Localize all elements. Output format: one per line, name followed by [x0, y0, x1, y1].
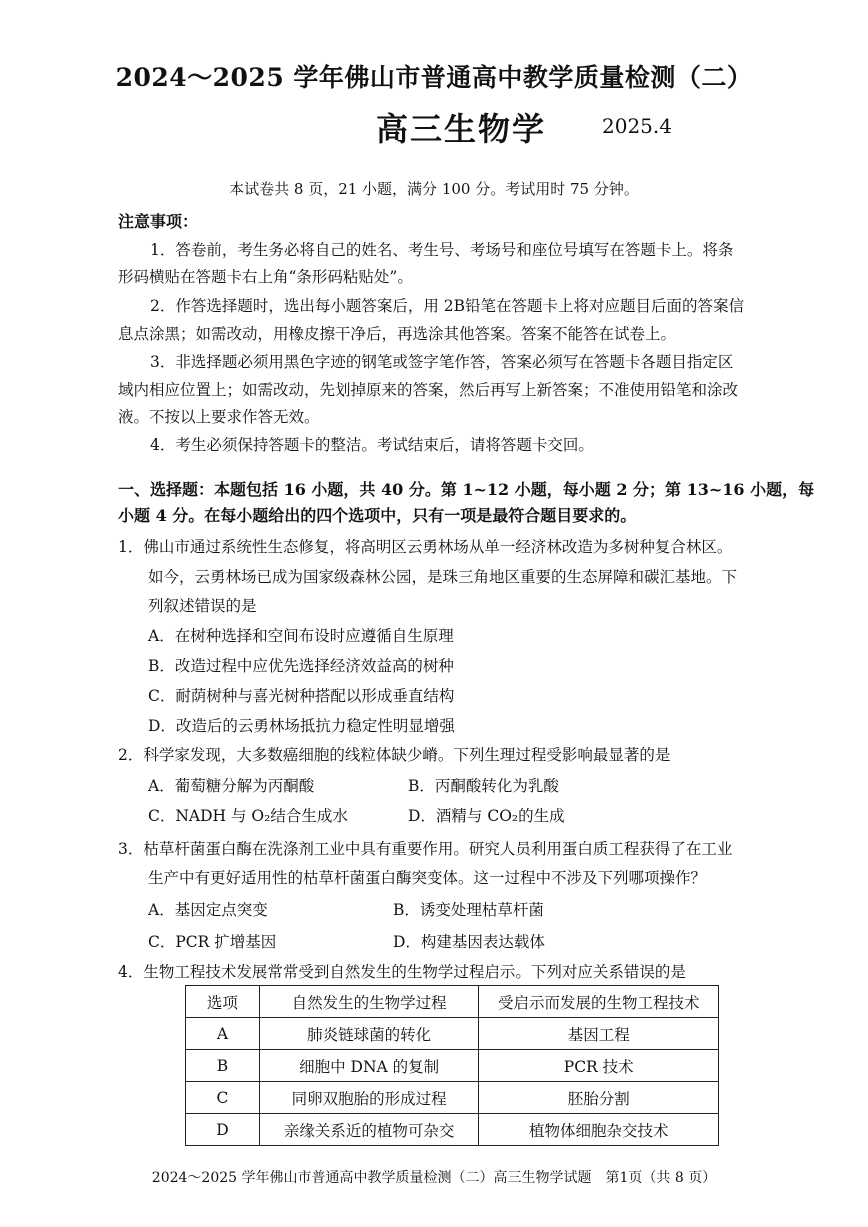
note-line: 息点涂黑；如需改动，用橡皮擦干净后，再选涂其他答案。答案不能答在试卷上。 — [118, 325, 677, 343]
option-c: C．PCR 扩增基因 — [148, 933, 277, 951]
section-heading: 小题 4 分。在每小题给出的四个选项中，只有一项是最符合题目要求的。 — [118, 506, 637, 525]
table-header-cell: 受启示而发展的生物工程技术 — [479, 986, 719, 1018]
note-line: 4．考生必须保持答题卡的整洁。考试结束后，请将答题卡交回。 — [150, 436, 594, 454]
table-cell: D — [186, 1114, 260, 1146]
option-d: D．酒精与 CO₂的生成 — [408, 807, 565, 825]
section-heading: 一、选择题：本题包括 16 小题，共 40 分。第 1~12 小题，每小题 2 分；第 13~16 小题，每 — [118, 480, 815, 499]
option-a: A．基因定点突变 — [148, 901, 268, 919]
note-line: 域内相应位置上；如需改动，先划掉原来的答案，然后再写上新答案；不准使用铅笔和涂改 — [118, 381, 739, 399]
table-header-row — [186, 986, 719, 1018]
notes-heading: 注意事项： — [118, 212, 199, 231]
table-cell: 亲缘关系近的植物可杂交 — [259, 1114, 479, 1146]
question-stem: 3．枯草杆菌蛋白酶在洗涤剂工业中具有重要作用。研究人员利用蛋白质工程获得了在工业 — [118, 840, 733, 858]
option-d: D．改造后的云勇林场抵抗力稳定性明显增强 — [148, 717, 455, 735]
page-footer: 2024～2025 学年佛山市普通高中教学质量检测（二）高三生物学试题 第1页（共 8 页） — [151, 1170, 717, 1186]
option-b: B．丙酮酸转化为乳酸 — [408, 777, 559, 795]
option-a: A．在树种选择和空间布设时应遵循自生原理 — [148, 627, 454, 645]
question-stem: 1．佛山市通过系统性生态修复，将高明区云勇林场从单一经济林改造为多树种复合林区。 — [118, 538, 733, 556]
question-stem: 4．生物工程技术发展常常受到自然发生的生物学过程启示。下列对应关系错误的是 — [118, 963, 686, 981]
table-cell: 基因工程 — [479, 1018, 719, 1050]
note-line: 2．作答选择题时，选出每小题答案后，用 2B铅笔在答题卡上将对应题目后面的答案信 — [150, 297, 745, 315]
table-cell: 肺炎链球菌的转化 — [259, 1018, 479, 1050]
note-line: 1．答卷前，考生务必将自己的姓名、考生号、考场号和座位号填写在答题卡上。将条 — [150, 241, 734, 259]
table-cell: A — [186, 1018, 260, 1050]
table-cell: 胚胎分割 — [479, 1082, 719, 1114]
option-c: C．耐荫树种与喜光树种搭配以形成垂直结构 — [148, 687, 455, 705]
option-b: B．改造过程中应优先选择经济效益高的树种 — [148, 657, 454, 675]
table-cell: 同卵双胞胎的形成过程 — [259, 1082, 479, 1114]
exam-title: 2024～2025 学年佛山市普通高中教学质量检测（二） — [115, 63, 753, 92]
table-cell: PCR 技术 — [479, 1050, 719, 1082]
option-b: B．诱变处理枯草杆菌 — [393, 901, 544, 919]
table-row — [186, 1114, 719, 1146]
table-row — [186, 1082, 719, 1114]
question-stem: 如今，云勇林场已成为国家级森林公园，是珠三角地区重要的生态屏障和碳汇基地。下 — [148, 568, 738, 586]
table-header-cell: 选项 — [186, 986, 260, 1018]
subject-title: 高三生物学 — [376, 110, 547, 148]
q4-table — [185, 985, 719, 1146]
question-stem: 生产中有更好适用性的枯草杆菌蛋白酶突变体。这一过程中不涉及下列哪项操作？ — [148, 869, 707, 887]
table-row — [186, 1018, 719, 1050]
option-a: A．葡萄糖分解为丙酮酸 — [148, 777, 315, 795]
option-c: C．NADH 与 O₂结合生成水 — [148, 807, 348, 825]
option-d: D．构建基因表达载体 — [393, 933, 545, 951]
table-cell: B — [186, 1050, 260, 1082]
table-cell: 细胞中 DNA 的复制 — [259, 1050, 479, 1082]
question-stem: 2．科学家发现，大多数癌细胞的线粒体缺少嵴。下列生理过程受影响最显著的是 — [118, 746, 671, 764]
table-row — [186, 1050, 719, 1082]
table-header-cell: 自然发生的生物学过程 — [259, 986, 479, 1018]
question-stem: 列叙述错误的是 — [148, 597, 257, 615]
table-cell: 植物体细胞杂交技术 — [479, 1114, 719, 1146]
note-line: 形码横贴在答题卡右上角“条形码粘贴处”。 — [118, 268, 413, 286]
note-line: 液。不按以上要求作答无效。 — [118, 408, 320, 426]
table-cell: C — [186, 1082, 260, 1114]
exam-date: 2025.4 — [602, 114, 672, 138]
exam-intro: 本试卷共 8 页，21 小题，满分 100 分。考试用时 75 分钟。 — [229, 180, 639, 198]
note-line: 3．非选择题必须用黑色字迹的钢笔或签字笔作答，答案必须写在答题卡各题目指定区 — [150, 353, 734, 371]
